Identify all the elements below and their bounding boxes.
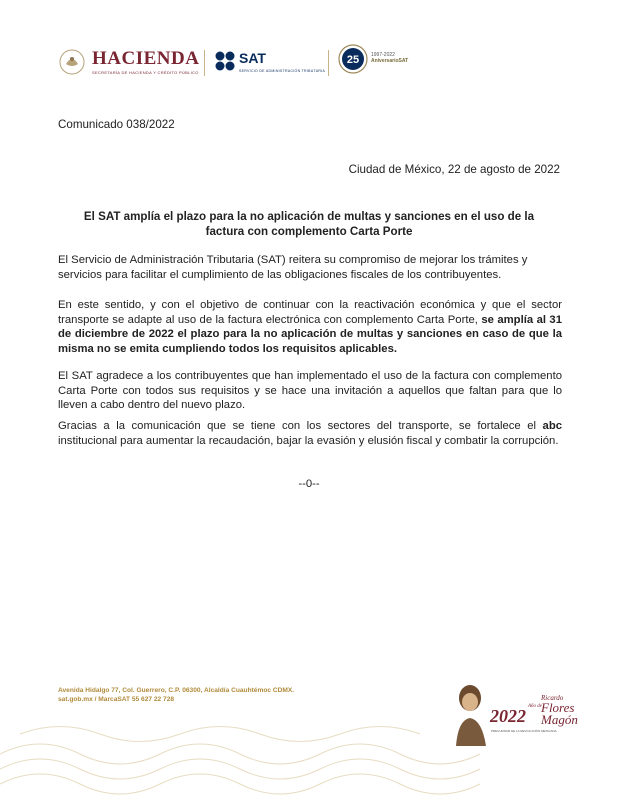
paragraph-2 [58,298,562,356]
portrait-icon [456,685,486,746]
paragraph-2-bold: se amplía al 31 de diciembre de 2022 el plazo para la no aplicación de multas y sanciones en caso de que la misma no se emita cumpliendo todos los requisitos aplicables. [58,313,562,355]
ricardo-flores-magon-emblem [448,676,578,746]
ano-de-label: Año de [528,704,543,709]
paragraph-4-text-a: Gracias a la comunicación que se tiene con los sectores del transporte, se fortalece el [58,420,543,432]
hacienda-subtitle: SECRETARÍA DE HACIENDA Y CRÉDITO PÚBLICO [92,70,199,75]
year-2022: 2022 [490,706,526,726]
header-divider [328,50,329,76]
magon-label: Magón [541,712,578,727]
anniversary-text [371,52,408,64]
anniversary-number: 25 [346,54,360,66]
paragraph-3: El SAT agradece a los contribuyentes que han implementado el uso de la factura con complemento Carta Porte con todos sus requisitos y se hace una invitación a aquellos que faltan para que lo lleven a cabo dentro del nuevo plazo. [58,370,562,412]
paragraph-1: El Servicio de Administración Tributaria (SAT) reitera su compromiso de mejorar los trámites y servicios para facilitar el cumplimiento de las obligaciones fiscales de los contribuyentes. [58,254,528,281]
document-title [58,209,560,239]
precursor-label: PRECURSOR DE LA REVOLUCIÓN MEXICANA [491,729,557,733]
footer-address [58,686,294,704]
end-separator: --0-- [298,478,320,490]
address-line: Avenida Hidalgo 77, Col. Guerrero, C.P. 06300, Alcaldía Cuauhtémoc CDMX. [58,687,295,694]
paragraph-4 [58,419,562,448]
title-line-1: El SAT amplía el plazo para la no aplicación de multas y sanciones en el uso de la [83,210,535,223]
paragraph-2-text: En este sentido, y con el objetivo de continuar con la reactivación económica y que el sector transporte se adapte al uso de la factura electrónica con complemento Carta Porte, [58,299,562,326]
date-line: Ciudad de México, 22 de agosto de 2022 [348,163,560,176]
flores-label: Flores [541,700,575,715]
hacienda-logo-text: HACIENDA [92,48,200,69]
communique-number: Comunicado 038/2022 [58,118,175,131]
sat-subtitle: SERVICIO DE ADMINISTRACIÓN TRIBUTARIA [239,69,326,73]
web-line: sat.gob.mx / MarcaSAT 55 627 22 728 [58,696,175,703]
title-line-2: factura con complemento Carta Porte [205,225,413,238]
sat-logo-text: SAT [239,50,266,66]
paragraph-4-bold: abc [542,420,562,432]
paragraph-4-text-b: institucional para aumentar la recaudación, bajar la evasión y elusión fiscal y combatir la corrupción. [58,434,559,447]
anniversary-25-icon [338,44,368,74]
anniversary-label: AniversarioSAT [371,58,409,64]
anniversary-years: 1997-2022 [371,52,395,58]
sat-logo-icon [214,50,236,72]
ricardo-label: Ricardo [541,694,564,702]
eagle-seal-icon [58,48,86,76]
letterhead [58,40,418,100]
header-divider [204,50,205,76]
